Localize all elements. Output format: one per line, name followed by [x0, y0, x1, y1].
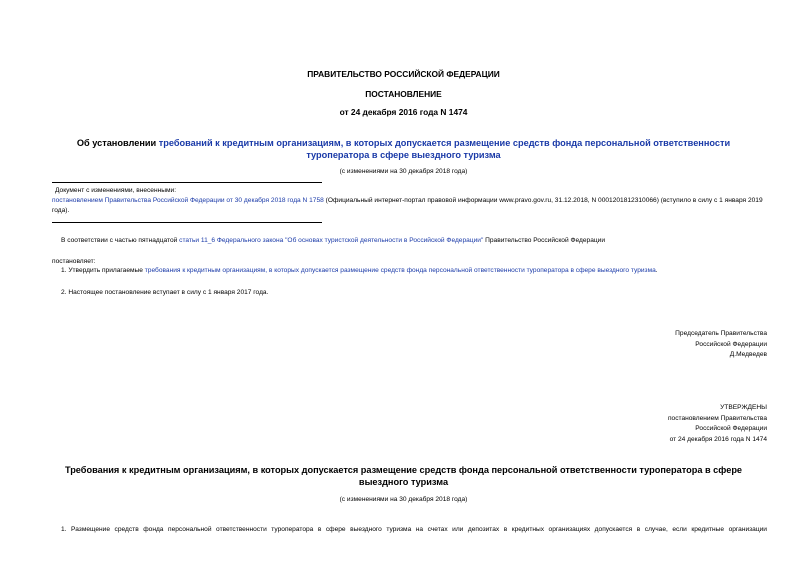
requirements-title: Требования к кредитным организациям, в которых допускается размещение средств фонда персональной ответственности туроператора в сфере выездного туризма: [64, 465, 743, 487]
decides-label: постановляет:: [52, 258, 96, 265]
preamble-prefix: В соответствии с частью пятнадцатой: [61, 237, 180, 244]
document-title: [50, 137, 757, 161]
amendment-details: (Официальный интернет-портал правовой информации www.pravo.gov.ru, 31.12.2018, N 0001201812310066) (вступило в силу с 1 января 2019 года).: [52, 197, 763, 214]
signature-block: [675, 329, 767, 361]
item-1-suffix: .: [655, 267, 658, 274]
top-divider: [52, 182, 322, 183]
item-1: [61, 266, 767, 276]
preamble-suffix: Правительство Российской Федерации: [483, 237, 606, 244]
item-1-prefix: 1. Утвердить прилагаемые: [61, 267, 145, 274]
signature-name: Д.Медведев: [729, 351, 767, 358]
changes-document-block: [52, 186, 768, 216]
approval-block: [668, 403, 767, 445]
title-prefix: Об установлении: [76, 138, 159, 148]
amendment-link[interactable]: постановлением Правительства Российской Федерации от 30 декабря 2018 года N 1758: [52, 197, 324, 204]
bottom-divider: [52, 222, 322, 223]
title-requirements-link[interactable]: требований к кредитным организациям, в которых допускается размещение средств фонда персональной ответственности туроператора в сфере выездного туризма: [158, 138, 731, 160]
government-heading: ПРАВИТЕЛЬСТВО РОССИЙСКОЙ ФЕДЕРАЦИИ: [307, 69, 500, 79]
item-2: 2. Настоящее постановление вступает в силу с 1 января 2017 года.: [61, 289, 269, 296]
changes-intro: Документ с изменениями, внесенными:: [55, 187, 177, 194]
title-changes-note: (с изменениями на 30 декабря 2018 года): [339, 168, 468, 175]
requirements-item-1: 1. Размещение средств фонда персональной ответственности туроператора в сфере выездного туризма на счетах или депозитах в кредитных организациях допускается в случае, если кредитные организации: [61, 526, 767, 533]
document-date-number: от 24 декабря 2016 года N 1474: [339, 107, 468, 117]
approved-by: постановлением Правительства: [667, 414, 767, 422]
approved-heading: УТВЕРЖДЕНЫ: [720, 404, 767, 411]
law-article-link[interactable]: статьи 11_6 Федерального закона "Об основах туристской деятельности в Российской Федерации": [179, 237, 484, 244]
preamble: [52, 236, 768, 246]
document-type: ПОСТАНОВЛЕНИЕ: [365, 89, 442, 99]
changes-text: [52, 196, 768, 216]
signature-position: Председатель Правительства: [675, 330, 767, 337]
requirements-changes-note: (с изменениями на 30 декабря 2018 года): [339, 496, 468, 503]
requirements-link[interactable]: требования к кредитным организациям, в которых допускается размещение средств фонда персональной ответственности туроператора в сфере выездного туризма: [144, 267, 656, 274]
approved-country: Российской Федерации: [695, 425, 767, 432]
approved-date: от 24 декабря 2016 года N 1474: [669, 435, 767, 443]
signature-country: Российской Федерации: [695, 340, 767, 348]
